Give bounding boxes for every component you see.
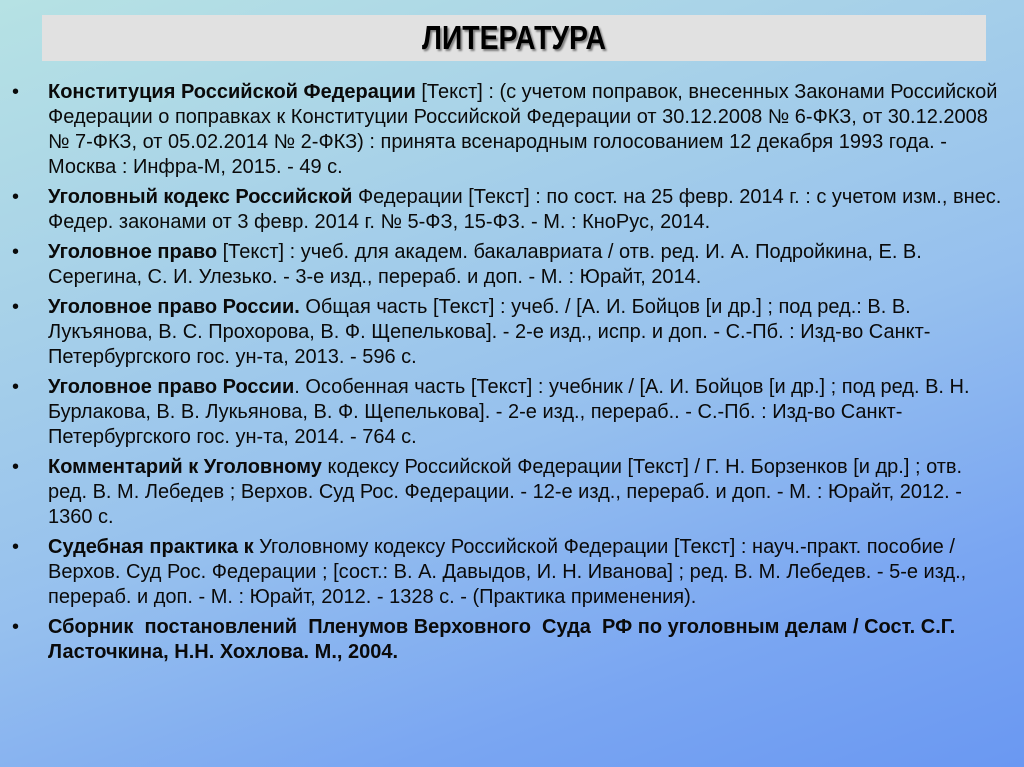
bullet-icon: • bbox=[12, 241, 20, 263]
reference-details: . Особенная часть [Текст] : учебник / [А. И. Бойцов [и др.] ; под ред. В. Н. Бурлакова, В. В. Лукьянова, В. Ф. Щепелькова]. - 2-е изд., перераб.. - С.-Пб. : Изд-во Санкт-Петербургского гос. ун-та, 2014. - 764 с. bbox=[48, 376, 970, 448]
reference-item bbox=[0, 295, 1024, 370]
reference-list bbox=[0, 80, 1024, 670]
bullet-icon: • bbox=[12, 186, 20, 208]
bullet-icon: • bbox=[12, 296, 20, 318]
reference-details: Уголовному кодексу Российской Федерации [Текст] : науч.-практ. пособие / Верхов. Суд Рос. Федерации ; [сост.: В. А. Давыдов, И. Н. Иванова] ; ред. В. М. Лебедев. - 5-е изд., перераб. и доп. - М. : Юрайт, 2012. - 1328 с. - (Практика применения). bbox=[48, 536, 967, 608]
reference-title: Конституция Российской Федерации bbox=[48, 81, 416, 103]
bullet-icon: • bbox=[12, 456, 20, 478]
reference-item bbox=[0, 80, 1024, 180]
reference-title: Судебная практика к bbox=[48, 536, 254, 558]
bullet-icon: • bbox=[12, 376, 20, 398]
bullet-icon: • bbox=[12, 616, 20, 638]
reference-item bbox=[0, 535, 1024, 610]
reference-title: Уголовное право России. bbox=[48, 296, 300, 318]
reference-item bbox=[0, 455, 1024, 530]
reference-item bbox=[0, 185, 1024, 235]
reference-title: Сборник постановлений Пленумов Верховного Суда РФ по уголовным делам / Сост. С.Г. Ласточкина, Н.Н. Хохлова. М., 2004. bbox=[48, 616, 961, 663]
reference-title: Уголовный кодекс Российской bbox=[48, 186, 353, 208]
reference-details: Общая часть [Текст] : учеб. / [А. И. Бойцов [и др.] ; под ред.: В. В. Лукъянова, В. С. Прохорова, В. Ф. Щепелькова]. - 2-е изд., испр. и доп. - С.-Пб. : Изд-во Санкт-Петербургского гос. ун-та, 2013. - 596 с. bbox=[48, 296, 931, 368]
reference-title: Уголовное право России bbox=[48, 376, 295, 398]
reference-details: кодексу Российской Федерации [Текст] / Г. Н. Борзенков [и др.] ; отв. ред. В. М. Лебедев ; Верхов. Суд Рос. Федерации. - 12-е изд., перераб. и доп. - М. : Юрайт, 2012. - 1360 с. bbox=[48, 456, 963, 528]
reference-item bbox=[0, 375, 1024, 450]
reference-details: [Текст] : учеб. для академ. бакалавриата / отв. ред. И. А. Подройкина, Е. В. Серегина, С. И. Улезько. - 3-е изд., перераб. и доп. - М. : Юрайт, 2014. bbox=[48, 241, 922, 288]
reference-item bbox=[0, 240, 1024, 290]
page-title: ЛИТЕРАТУРА bbox=[421, 19, 607, 56]
reference-title: Уголовное право bbox=[48, 241, 218, 263]
reference-details: Федерации [Текст] : по сост. на 25 февр. 2014 г. : с учетом изм., внес. Федер. законами от 3 февр. 2014 г. № 5-ФЗ, 15-ФЗ. - М. : КноРус, 2014. bbox=[48, 186, 1002, 233]
reference-item bbox=[0, 615, 1024, 665]
title-bar bbox=[42, 15, 986, 61]
reference-details: [Текст] : (с учетом поправок, внесенных Законами Российской Федерации о поправках к Конституции Российской Федерации от 30.12.2008 № 6-ФКЗ, от 30.12.2008 № 7-ФКЗ, от 05.02.2014 № 2-ФКЗ) : принята всенародным голосованием 12 декабря 1993 года. - Москва : Инфра-М, 2015. - 49 с. bbox=[48, 81, 998, 178]
bullet-icon: • bbox=[12, 81, 20, 103]
bullet-icon: • bbox=[12, 536, 20, 558]
reference-title: Комментарий к Уголовному bbox=[48, 456, 322, 478]
